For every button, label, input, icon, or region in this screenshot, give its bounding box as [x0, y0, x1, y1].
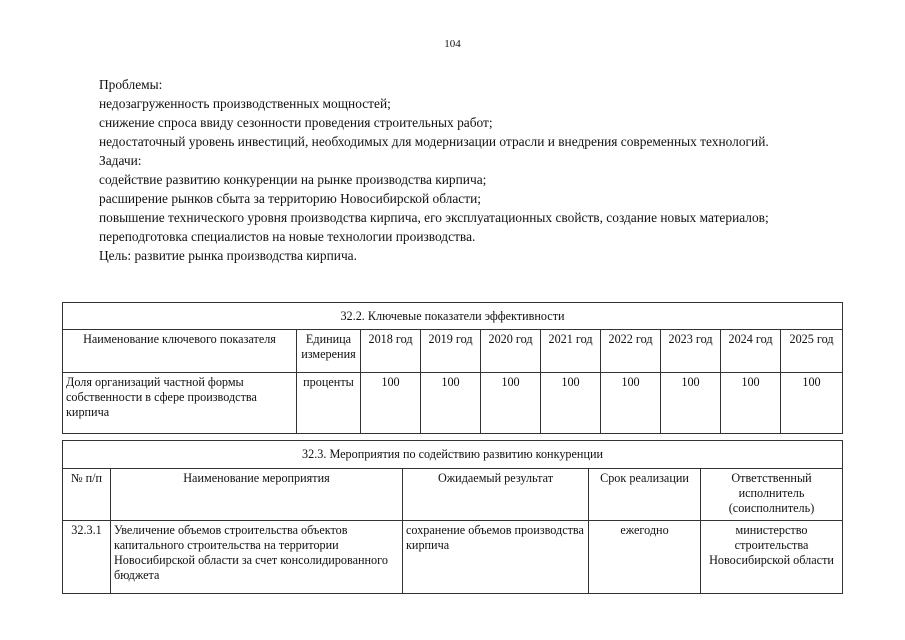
kpi-value: 100 [781, 373, 843, 434]
event-number: 32.3.1 [63, 520, 111, 593]
kpi-header-year: 2019 год [421, 330, 481, 373]
events-header-name: Наименование мероприятия [111, 468, 403, 520]
kpi-header-year: 2022 год [601, 330, 661, 373]
kpi-value: 100 [661, 373, 721, 434]
problem-item: недостаточный уровень инвестиций, необходимых для модернизации отрасли и внедрения современных технологий. [99, 134, 769, 149]
event-term: ежегодно [589, 520, 701, 593]
problems-heading: Проблемы: [99, 77, 163, 92]
kpi-value: 100 [481, 373, 541, 434]
tasks-heading: Задачи: [99, 153, 142, 168]
kpi-header-year: 2024 год [721, 330, 781, 373]
event-result: сохранение объемов производства кирпича [403, 520, 589, 593]
task-item: повышение технического уровня производства кирпича, его эксплуатационных свойств, создание новых материалов; [99, 210, 769, 225]
kpi-value: 100 [421, 373, 481, 434]
table-row [63, 373, 843, 434]
page-number: 104 [444, 38, 461, 50]
events-header-term: Срок реализации [589, 468, 701, 520]
problem-item: недозагруженность производственных мощностей; [99, 96, 391, 111]
kpi-value: 100 [541, 373, 601, 434]
kpi-unit: проценты [297, 373, 361, 434]
event-name: Увеличение объемов строительства объектов капитального строительства на территории Новосибирской области за счет консолидированного бюджета [111, 520, 403, 593]
goal-text: Цель: развитие рынка производства кирпича. [99, 248, 357, 263]
events-table [62, 440, 843, 594]
task-item: расширение рынков сбыта за территорию Новосибирской области; [99, 191, 481, 206]
event-executor: министерство строительства Новосибирской области [701, 520, 843, 593]
kpi-value: 100 [721, 373, 781, 434]
kpi-table-caption: 32.2. Ключевые показатели эффективности [63, 303, 843, 330]
kpi-header-indicator: Наименование ключевого показателя [63, 330, 297, 373]
kpi-table [62, 302, 843, 434]
events-header-result: Ожидаемый результат [403, 468, 589, 520]
events-table-caption: 32.3. Мероприятия по содействию развитию конкуренции [63, 441, 843, 469]
kpi-value: 100 [601, 373, 661, 434]
events-header-executor: Ответственный исполнитель (соисполнитель) [701, 468, 843, 520]
kpi-header-unit: Единица измерения [297, 330, 361, 373]
body-text [62, 75, 842, 265]
task-item: содействие развитию конкуренции на рынке производства кирпича; [99, 172, 487, 187]
kpi-header-year: 2018 год [361, 330, 421, 373]
kpi-header-year: 2021 год [541, 330, 601, 373]
kpi-indicator-name: Доля организаций частной формы собственности в сфере производства кирпича [63, 373, 297, 434]
kpi-header-year: 2025 год [781, 330, 843, 373]
kpi-value: 100 [361, 373, 421, 434]
table-row [63, 520, 843, 593]
events-header-number: № п/п [63, 468, 111, 520]
kpi-header-year: 2023 год [661, 330, 721, 373]
problem-item: снижение спроса ввиду сезонности проведения строительных работ; [99, 115, 493, 130]
task-item: переподготовка специалистов на новые технологии производства. [99, 229, 476, 244]
kpi-header-year: 2020 год [481, 330, 541, 373]
